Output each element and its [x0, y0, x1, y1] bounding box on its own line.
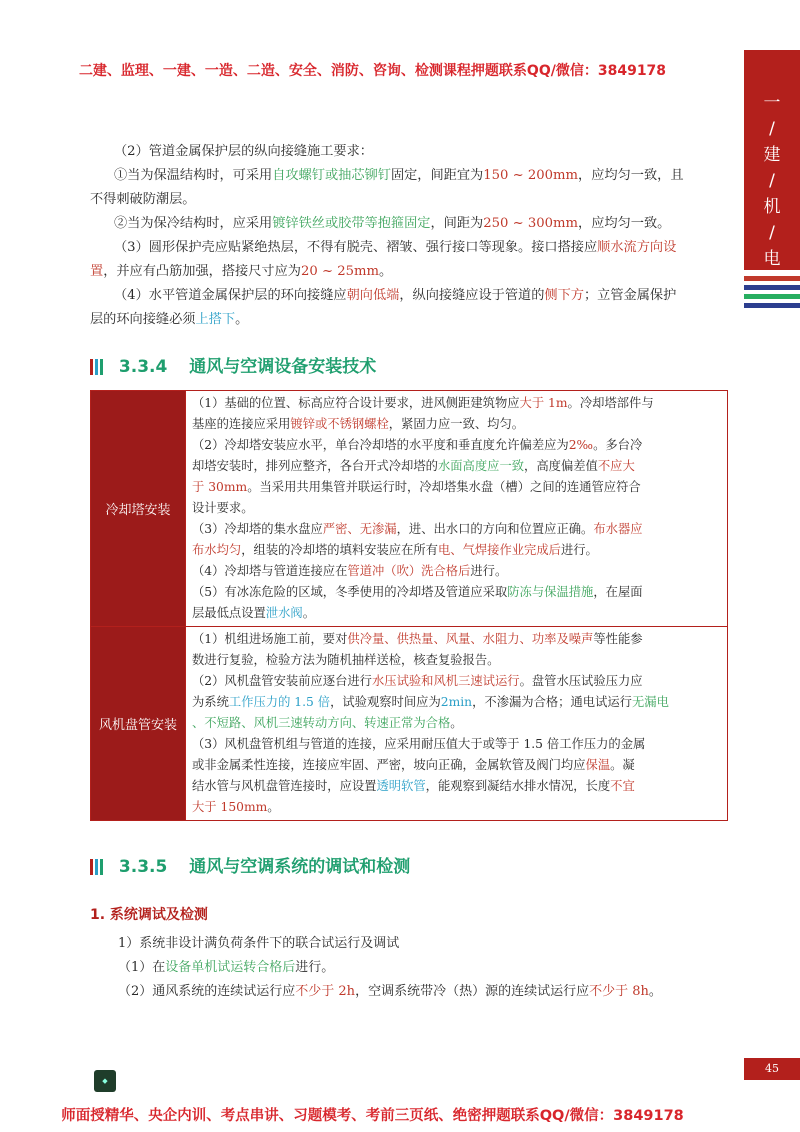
intro-line: ①当为保温结构时，可采用自攻螺钉或抽芯铆钉固定，间距宜为150 ~ 200mm，应均匀一致，且: [114, 168, 684, 183]
side-tab-char: 建: [763, 145, 781, 165]
text-line: （3）冷却塔的集水盘应严密、无渗漏，进、出水口的方向和位置应正确。布水器应: [192, 522, 643, 536]
text-line: （4）冷却塔与管道连接应在管道冲（吹）洗合格后进行。: [192, 564, 508, 578]
promo-banner-bottom: 师面授精华、央企内训、考点串讲、习题模考、考前三页纸、绝密押题联系QQ/微信：3849178: [61, 1108, 684, 1124]
side-tab-char: 电: [763, 249, 781, 269]
section-bars-icon: [90, 357, 105, 377]
color-stripes: [744, 276, 800, 312]
tail-paragraphs: [118, 932, 662, 1004]
stripe: [744, 285, 800, 290]
text-line: （1）在设备单机试运转合格后进行。: [118, 960, 335, 975]
text-line: 布水均匀，组装的冷却塔的填料安装应在所有电、气焊接作业完成后进行。: [192, 543, 598, 557]
text-line: 结水管与风机盘管连接时，应设置透明软管，能观察到凝结水排水情况，长度不宜: [192, 779, 635, 793]
intro-line: 置，并应有凸筋加强，搭接尺寸应为20 ~ 25mm。: [90, 264, 393, 279]
text-line: （1）基础的位置、标高应符合设计要求，进风侧距建筑物应大于 1m。冷却塔部件与: [192, 396, 654, 410]
text-line: 或非金属柔性连接，连接应牢固、严密，坡向正确，金属软管及阀门均应保温。凝: [192, 758, 635, 772]
chapter-side-tab: [744, 50, 800, 270]
intro-line: 层的环向接缝必须上搭下。: [90, 312, 249, 327]
text-line: 基座的连接应采用镀锌或不锈钢螺栓，紧固力应一致、均匀。: [192, 417, 525, 431]
text-line: 1）系统非设计满负荷条件下的联合试运行及调试: [118, 936, 400, 951]
section-bars-icon: [90, 857, 105, 877]
intro-line: （2）管道金属保护层的纵向接缝施工要求：: [114, 144, 373, 159]
intro-paragraphs: [90, 140, 730, 332]
intro-line: 不得刺破防潮层。: [90, 192, 196, 207]
text-line: （2）冷却塔安装应水平，单台冷却塔的水平度和垂直度允许偏差应为2‰。多台冷: [192, 438, 643, 452]
table-row: [91, 391, 728, 627]
stripe: [744, 303, 800, 308]
text-line: （2）风机盘管安装前应逐台进行水压试验和风机三速试运行。盘管水压试验压力应: [192, 674, 643, 688]
text-line: 大于 150mm。: [192, 800, 280, 814]
row-content-fan-coil: [186, 627, 728, 821]
text-line: 、不短路、风机三速转动方向、转速正常为合格。: [192, 716, 463, 730]
text-line: （5）有冰冻危险的区域，冬季使用的冷却塔及管道应采取防冻与保温措施，在屋面: [192, 585, 643, 599]
section-number: 3.3.4: [118, 357, 168, 377]
intro-line: ②当为保冷结构时，应采用镀锌铁丝或胶带等抱箍固定，间距为250 ~ 300mm，应均匀一致。: [114, 216, 671, 231]
stripe: [744, 294, 800, 299]
text-line: 为系统工作压力的 1.5 倍，试验观察时间应为2min，不渗漏为合格；通电试运行无漏电: [192, 695, 669, 709]
intro-line: （4）水平管道金属保护层的环向接缝应朝向低端，纵向接缝应设于管道的侧下方；立管金属保护: [114, 288, 677, 303]
section-heading-335: [90, 852, 410, 877]
text-line: 于 30mm。当采用共用集管并联运行时，冷却塔集水盘（槽）之间的连通管应符合: [192, 480, 641, 494]
side-tab-char: 一: [763, 93, 781, 113]
side-tab-slash: /: [769, 119, 775, 139]
page-number: 45: [744, 1058, 800, 1080]
section-title: 通风与空调系统的调试和检测: [189, 857, 411, 877]
text-line: （3）风机盘管机组与管道的连接，应采用耐压值大于或等于 1.5 倍工作压力的金属: [192, 737, 646, 751]
row-label-cooling-tower: 冷却塔安装: [91, 391, 186, 627]
publisher-logo-icon: ◆: [94, 1070, 116, 1092]
text-line: （1）机组进场施工前，要对供冷量、供热量、风量、水阻力、功率及噪声等性能参: [192, 632, 643, 646]
side-tab-char: 机: [763, 197, 781, 217]
table-row: [91, 627, 728, 821]
stripe: [744, 276, 800, 281]
subsection-heading: 1. 系统调试及检测: [90, 907, 208, 923]
text-line: 层最低点设置泄水阀。: [192, 606, 316, 620]
equipment-install-table: [90, 390, 728, 821]
section-title: 通风与空调设备安装技术: [189, 357, 377, 377]
side-tab-slash: /: [769, 223, 775, 243]
text-line: （2）通风系统的连续试运行应不少于 2h，空调系统带冷（热）源的连续试运行应不少于 8h。: [118, 984, 662, 999]
text-line: 设计要求。: [192, 501, 254, 515]
intro-line: （3）圆形保护壳应贴紧绝热层，不得有脱壳、褶皱、强行接口等现象。接口搭接应顺水流方向设: [114, 240, 677, 255]
row-label-fan-coil: 风机盘管安装: [91, 627, 186, 821]
row-content-cooling-tower: [186, 391, 728, 627]
promo-banner-top: 二建、监理、一建、一造、二造、安全、消防、咨询、检测课程押题联系QQ/微信：3849178: [78, 63, 667, 79]
text-line: 数进行复验，检验方法为随机抽样送检，核查复验报告。: [192, 653, 500, 667]
section-heading-334: [90, 352, 376, 377]
text-line: 却塔安装时，排列应整齐，各台开式冷却塔的水面高度应一致，高度偏差值不应大: [192, 459, 635, 473]
section-number: 3.3.5: [118, 857, 168, 877]
side-tab-slash: /: [769, 171, 775, 191]
